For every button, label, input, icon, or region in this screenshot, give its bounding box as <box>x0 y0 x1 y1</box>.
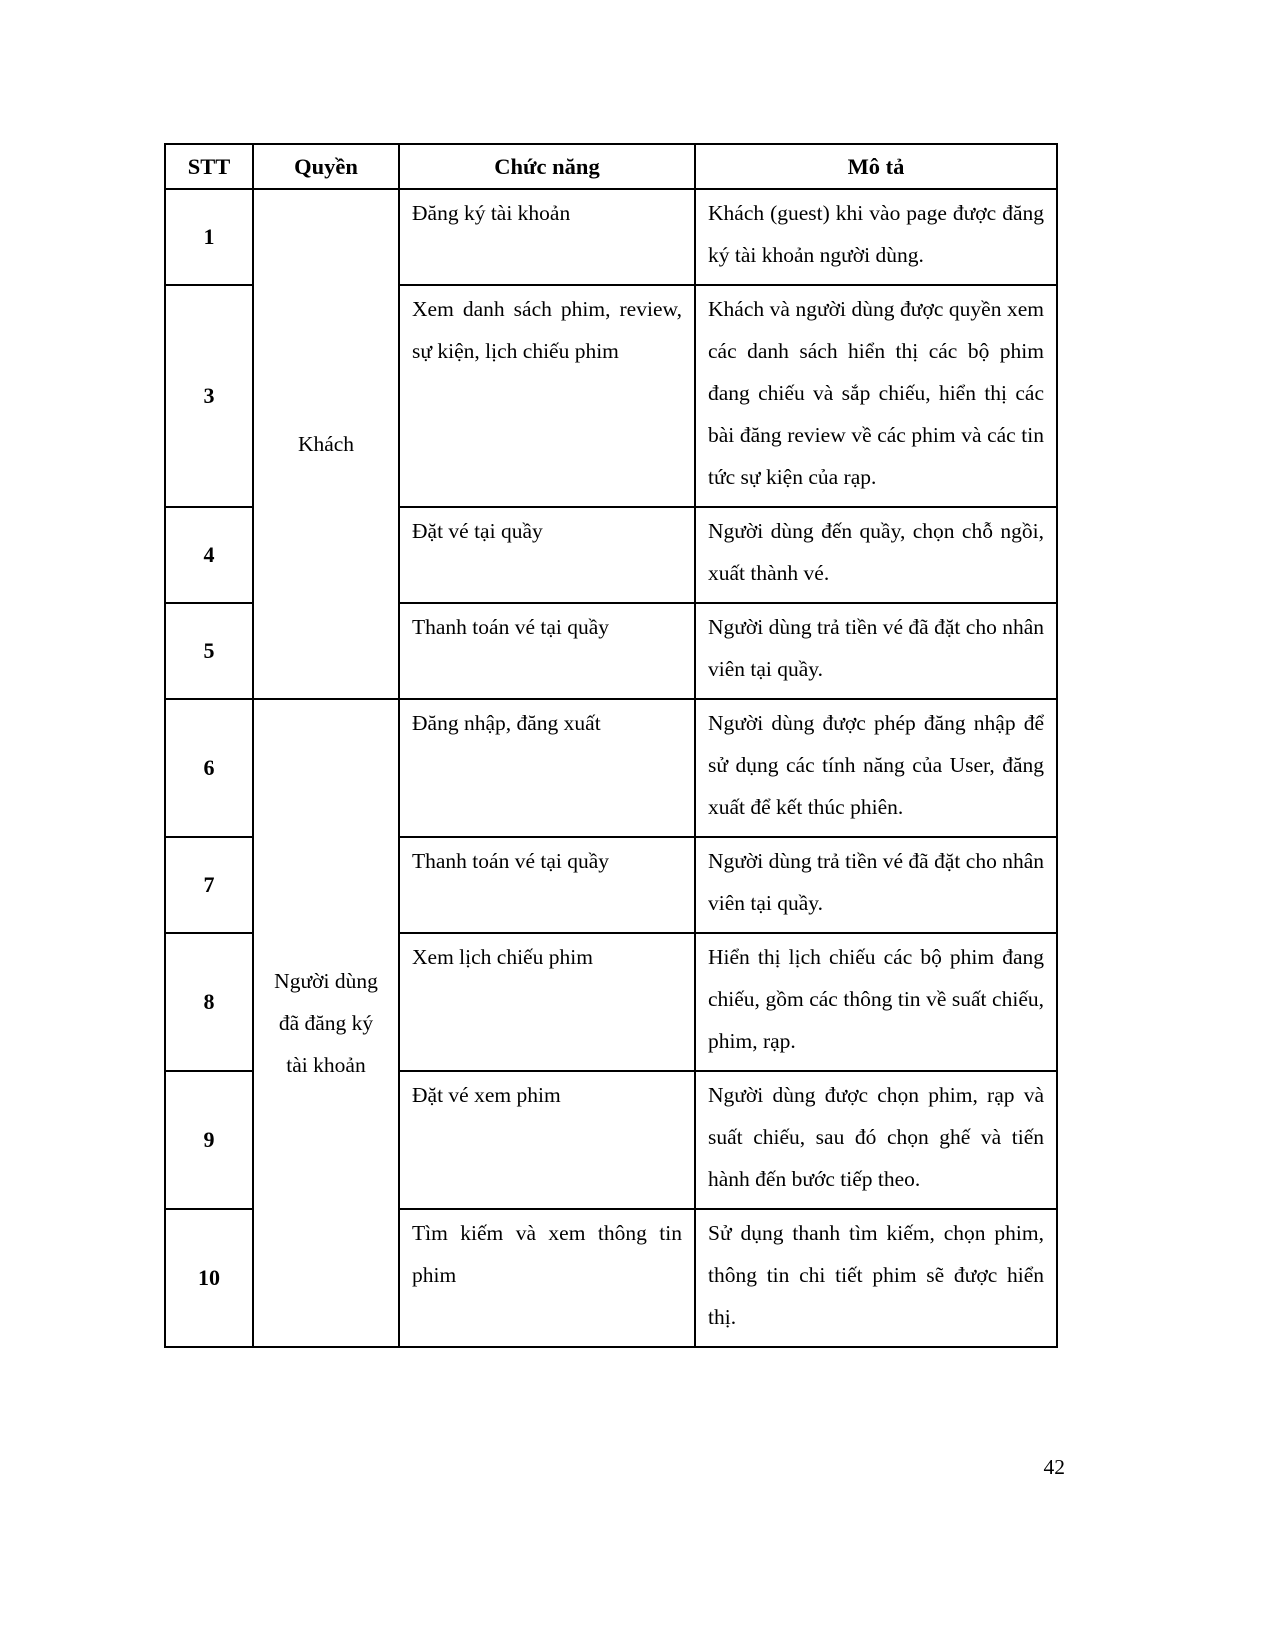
page-number: 42 <box>1043 1455 1065 1479</box>
role-cell-khach: Khách <box>253 189 399 699</box>
row-function: Xem danh sách phim, review, sự kiện, lịch chiếu phim <box>399 285 695 507</box>
row-description: Khách (guest) khi vào page được đăng ký tài khoản người dùng. <box>695 189 1057 285</box>
row-stt: 8 <box>165 933 253 1071</box>
row-stt: 4 <box>165 507 253 603</box>
table-row <box>165 189 1057 285</box>
row-function: Xem lịch chiếu phim <box>399 933 695 1071</box>
row-description: Người dùng được chọn phim, rạp và suất chiếu, sau đó chọn ghế và tiến hành đến bước tiếp theo. <box>695 1071 1057 1209</box>
row-stt: 10 <box>165 1209 253 1347</box>
row-description: Người dùng được phép đăng nhập để sử dụng các tính năng của User, đăng xuất để kết thúc phiên. <box>695 699 1057 837</box>
col-header-chuc-nang: Chức năng <box>399 144 695 189</box>
col-header-stt: STT <box>165 144 253 189</box>
row-stt: 7 <box>165 837 253 933</box>
row-function: Thanh toán vé tại quầy <box>399 603 695 699</box>
row-description: Người dùng trả tiền vé đã đặt cho nhân viên tại quầy. <box>695 837 1057 933</box>
table-header-row <box>165 144 1057 189</box>
row-stt: 1 <box>165 189 253 285</box>
row-description: Khách và người dùng được quyền xem các danh sách hiển thị các bộ phim đang chiếu và sắp chiếu, hiển thị các bài đăng review về các phim và các tin tức sự kiện của rạp. <box>695 285 1057 507</box>
table-row <box>165 699 1057 837</box>
row-stt: 9 <box>165 1071 253 1209</box>
col-header-quyen: Quyền <box>253 144 399 189</box>
permissions-table <box>164 143 1058 1348</box>
row-stt: 3 <box>165 285 253 507</box>
row-description: Sử dụng thanh tìm kiếm, chọn phim, thông tin chi tiết phim sẽ được hiển thị. <box>695 1209 1057 1347</box>
row-function: Tìm kiếm và xem thông tin phim <box>399 1209 695 1347</box>
row-description: Hiển thị lịch chiếu các bộ phim đang chiếu, gồm các thông tin về suất chiếu, phim, rạp. <box>695 933 1057 1071</box>
col-header-mo-ta: Mô tả <box>695 144 1057 189</box>
row-description: Người dùng trả tiền vé đã đặt cho nhân viên tại quầy. <box>695 603 1057 699</box>
row-function: Thanh toán vé tại quầy <box>399 837 695 933</box>
row-function: Đăng nhập, đăng xuất <box>399 699 695 837</box>
row-stt: 5 <box>165 603 253 699</box>
row-stt: 6 <box>165 699 253 837</box>
row-function: Đăng ký tài khoản <box>399 189 695 285</box>
row-function: Đặt vé xem phim <box>399 1071 695 1209</box>
role-cell-nguoi-dung: Người dùng đã đăng ký tài khoản <box>253 699 399 1347</box>
row-description: Người dùng đến quầy, chọn chỗ ngồi, xuất thành vé. <box>695 507 1057 603</box>
row-function: Đặt vé tại quầy <box>399 507 695 603</box>
